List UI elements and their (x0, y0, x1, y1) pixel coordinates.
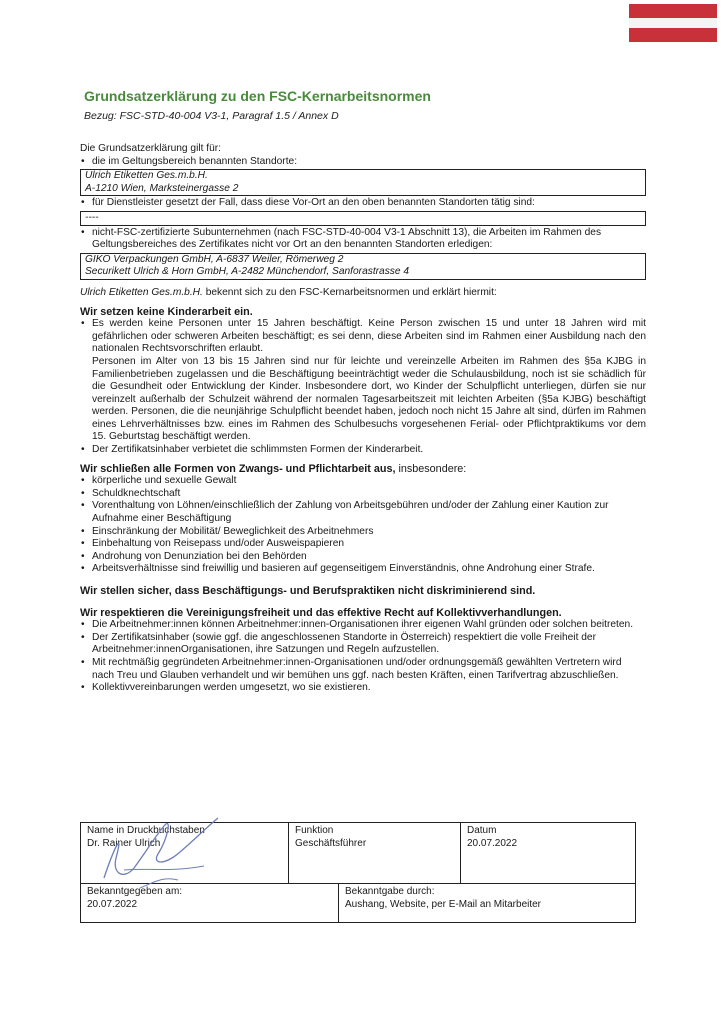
child-labour-continuation: Personen im Alter von 13 bis 15 Jahren sind nur für leichte und vereinzelle Arbeiten im Rahmen des §5a KJBG in Familienbetrieben zugelassen und die Beschäftigung beeinträchtigt weder die Schulausbildung, noch ist sie schädlich für die Gesundheit oder Entwicklung der Kinder. Insbesondere dort, wo Kinder der Schulpflicht unterliegen, dürfen sie nur vereinzelt außerhalb der Schulzeit während der normalen Tagesarbeitszeit mit leichten Arbeiten (§5a KJBG) beschäftigt werden. Personen, die die neunjährige Schulpflicht beendet haben, jedoch noch nicht 15 Jahre alt sind, dürfen im Rahmen eines Lehrverhältnisses bzw. eines im Rahmen des Schulbesuchs vorgesehenen Ferial- oder Pflichtpraktikums vor dem 15. Geburtstag beschäftigt werden. (92, 355, 646, 443)
section-association-heading: Wir respektieren die Vereinigungsfreiheit und das effektive Recht auf Kollektivverhandlungen. (80, 606, 562, 619)
forced-labour-heading-rest: insbesondere: (395, 462, 467, 475)
announced-by-value: Aushang, Website, per E-Mail an Mitarbeiter (345, 898, 542, 910)
flag-stripe-white (629, 18, 717, 28)
name-value: Dr. Rainer Ulrich (87, 837, 161, 849)
section-discrimination-heading: Wir stellen sicher, dass Beschäftigungs- und Berufspraktiken nicht diskriminierend sind. (80, 585, 536, 597)
announced-value: 20.07.2022 (87, 898, 138, 910)
child-labour-text: Es werden keine Personen unter 15 Jahren beschäftigt. Keine Person zwischen 15 und unter 18 Jahren wird mit gefährlichen oder schweren Arbeiten beschäftigt; es sei denn, diese Arbeiten sind im Rahmen einer Ausbildung nach den nationalen Rechtsvorschriften erlaubt. (92, 318, 646, 355)
site-line: Ulrich Etiketten Ges.m.b.H. (85, 170, 208, 182)
document-reference: Bezug: FSC-STD-40-004 V3-1, Paragraf 1.5 / Annex D (84, 110, 339, 122)
section-child-labour-list (80, 318, 646, 457)
list-item: • Mit rechtmäßig gegründeten Arbeitnehmer:innen-Organisationen und/oder ordnungsgemäß gewählten Vertretern wird nach Treu und Glauben verhandelt und wir bemühen uns ggf. nach besten Kräften, einen Tarifvertrag abzuschließen. (80, 657, 646, 682)
scope-item-providers: • für Dienstleister gesetzt der Fall, dass diese Vor-Ort an den oben benannten Standorten tätig sind: (80, 197, 646, 210)
handwritten-signature (94, 808, 244, 892)
subcontractors-box (80, 253, 646, 280)
section-forced-labour-heading (80, 463, 646, 476)
scope-list-1 (80, 156, 646, 169)
announced-label: Bekanntgegeben am: (87, 886, 183, 897)
function-label: Funktion (295, 825, 334, 836)
scope-list-3 (80, 227, 646, 252)
list-item: • Schuldknechtschaft (80, 488, 646, 501)
commitment-text: bekennt sich zu den FSC-Kernarbeitsnormen und erklärt hiermit: (202, 286, 497, 298)
list-item: • Der Zertifikatsinhaber (sowie ggf. die angeschlossenen Standorte in Österreich) respektiert die volle Freiheit der Arbeitnehmer:innenOrganisationen, ihre Satzungen und Regeln aufzustellen. (80, 632, 646, 657)
flag-stripe-red-bottom (629, 28, 717, 42)
list-item: • Androhung von Denunziation bei den Behörden (80, 551, 646, 564)
sites-box (80, 169, 646, 196)
commitment-company: Ulrich Etiketten Ges.m.b.H. (80, 286, 203, 298)
austrian-flag (629, 4, 717, 42)
date-value: 20.07.2022 (467, 837, 518, 849)
list-item: • Der Zertifikatsinhaber verbietet die schlimmsten Formen der Kinderarbeit. (80, 444, 646, 457)
list-item: • Arbeitsverhältnisse sind freiwillig und basieren auf gegenseitigem Einverständnis, ohne Androhung einer Strafe. (80, 563, 646, 576)
section-child-labour-heading: Wir setzen keine Kinderarbeit ein. (80, 305, 253, 318)
date-cell (461, 823, 635, 883)
scope-item-sites: • die im Geltungsbereich benannten Standorte: (80, 156, 646, 169)
flag-stripe-red-top (629, 4, 717, 18)
document-body (80, 143, 646, 695)
announced-by-label: Bekanntgabe durch: (345, 886, 435, 897)
intro-text: Die Grundsatzerklärung gilt für: (80, 143, 221, 154)
scope-item-subcontractors: • nicht-FSC-zertifizierte Subunternehmen (nach FSC-STD-40-004 V3-1 Abschnitt 13), die Arbeiten im Rahmen des Geltungsbereiches des Zertifikates nicht vor Ort an den benannten Standorten erledigen: (80, 227, 646, 252)
list-item: • körperliche und sexuelle Gewalt (80, 475, 646, 488)
forced-labour-heading-bold: Wir schließen alle Formen von Zwangs- und Pflichtarbeit aus, (80, 462, 396, 475)
section-forced-labour-list (80, 475, 646, 576)
announced-by-cell (339, 884, 635, 922)
providers-box (80, 211, 646, 226)
subcontractor-line: GIKO Verpackungen GmbH, A-6837 Weiler, Römerweg 2 (85, 253, 344, 265)
list-item: • Die Arbeitnehmer:innen können Arbeitnehmer:innen-Organisationen ihrer eigenen Wahl gründen oder solchen beitreten. (80, 619, 646, 632)
list-item: • Kollektivvereinbarungen werden umgesetzt, wo sie existieren. (80, 682, 646, 695)
function-cell (289, 823, 461, 883)
list-item: • Vorenthaltung von Löhnen/einschließlich der Zahlung von Arbeitsgebühren und/oder der Zahlung einer Kaution zur Aufnahme einer Beschäftigung (80, 500, 646, 525)
list-item: • Einbehaltung von Reisepass und/oder Ausweispapieren (80, 538, 646, 551)
date-label: Datum (467, 825, 497, 836)
list-item: • Einschränkung der Mobilität/ Beweglichkeit des Arbeitnehmers (80, 526, 646, 539)
name-label: Name in Druckbuchstaben (87, 825, 205, 836)
site-line: A-1210 Wien, Marksteinergasse 2 (85, 182, 239, 194)
document-title: Grundsatzerklärung zu den FSC-Kernarbeitsnormen (84, 88, 431, 104)
list-item (80, 318, 646, 444)
function-value: Geschäftsführer (295, 837, 367, 849)
commitment-statement (80, 287, 646, 300)
subcontractor-line: Securikett Ulrich & Horn GmbH, A-2482 Münchendorf, Sanforastrasse 4 (85, 266, 410, 278)
provider-value: ---- (85, 211, 99, 223)
scope-list-2 (80, 197, 646, 210)
section-association-list (80, 619, 646, 695)
